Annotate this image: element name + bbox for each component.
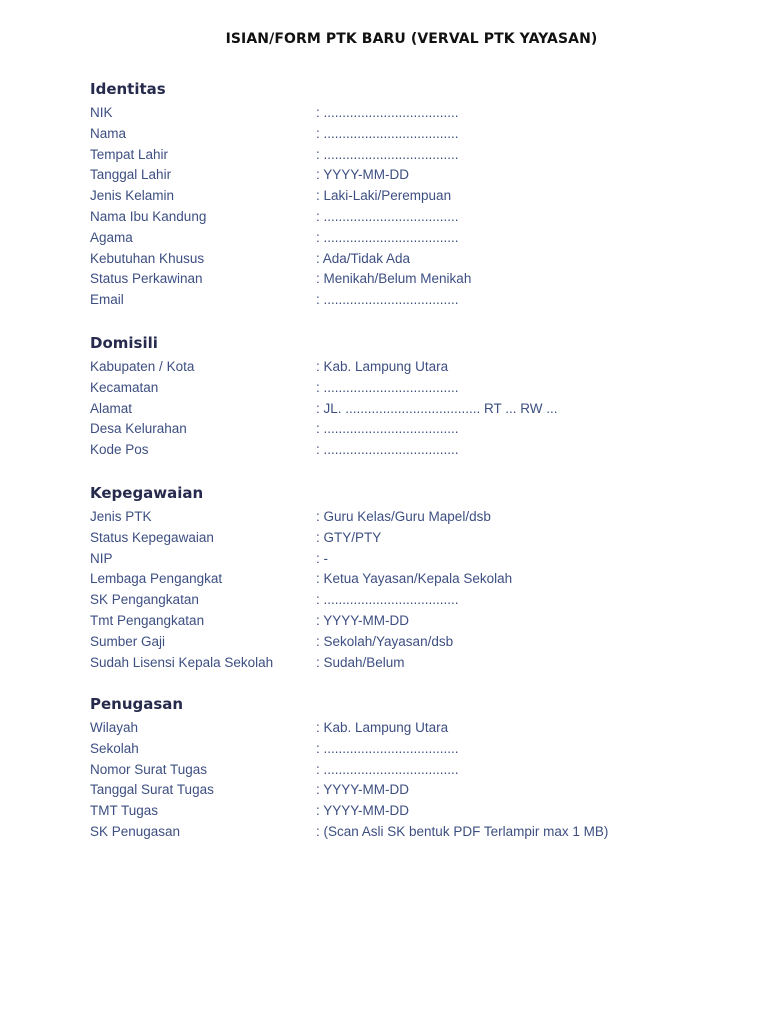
form-field-row: [90, 399, 730, 420]
field-label: TMT Tugas: [90, 803, 159, 819]
field-label: Tanggal Surat Tugas: [90, 782, 214, 798]
field-value: : Guru Kelas/Guru Mapel/dsb: [316, 509, 491, 524]
form-field-row: [90, 103, 730, 124]
form-field-row: [90, 165, 730, 186]
field-value: : ....................................: [316, 761, 459, 777]
field-label: Wilayah: [90, 720, 139, 735]
field-value: : ....................................: [316, 146, 459, 162]
section-penugasan: [90, 694, 730, 843]
field-label: Jenis PTK: [90, 509, 152, 524]
section-heading: Identitas: [90, 80, 166, 98]
section-kepegawaian: [90, 483, 730, 673]
field-value: : GTY/PTY: [316, 529, 382, 545]
field-label: Desa Kelurahan: [90, 421, 187, 437]
field-label: Kabupaten / Kota: [90, 359, 195, 374]
form-field-row: [90, 207, 730, 228]
form-field-row: [90, 249, 730, 270]
section-fields: [90, 103, 730, 311]
field-value: : ....................................: [316, 105, 459, 120]
field-label: Kode Pos: [90, 442, 149, 458]
section-identitas: [90, 79, 730, 311]
form-field-row: [90, 186, 730, 207]
field-label: NIK: [90, 105, 113, 120]
field-label: NIP: [90, 550, 113, 566]
section-fields: [90, 507, 730, 673]
form-field-row: [90, 760, 730, 781]
field-label: Jenis Kelamin: [90, 188, 175, 204]
form-field-row: [90, 801, 730, 822]
field-label: Alamat: [90, 400, 133, 416]
field-label: Sudah Lisensi Kepala Sekolah: [90, 654, 274, 670]
form-field-row: [90, 357, 730, 378]
section-domisili: [90, 333, 730, 461]
form-field-row: [90, 440, 730, 461]
form-field-row: [90, 569, 730, 590]
form-field-row: [90, 145, 730, 166]
field-label: Kecamatan: [90, 379, 159, 395]
field-value: : ....................................: [316, 208, 459, 224]
field-label: Nama Ibu Kandung: [90, 208, 207, 224]
field-value: : Sekolah/Yayasan/dsb: [316, 633, 454, 649]
field-label: Tanggal Lahir: [90, 167, 172, 183]
field-label: Nomor Surat Tugas: [90, 761, 208, 777]
form-field-row: [90, 590, 730, 611]
field-label: Sumber Gaji: [90, 633, 166, 649]
field-value: : YYYY-MM-DD: [316, 803, 410, 819]
form-field-row: [90, 632, 730, 653]
section-fields: [90, 357, 730, 461]
field-value: : ....................................: [316, 229, 459, 245]
section-heading: Penugasan: [90, 695, 184, 713]
form-field-row: [90, 528, 730, 549]
form-field-row: [90, 653, 730, 674]
form-field-row: [90, 739, 730, 760]
form-field-row: [90, 611, 730, 632]
field-label: Agama: [90, 229, 133, 245]
section-heading: Domisili: [90, 334, 158, 352]
field-label: Tempat Lahir: [90, 146, 169, 162]
section-fields: [90, 718, 730, 843]
field-label: SK Penugasan: [90, 823, 181, 839]
field-value: : (Scan Asli SK bentuk PDF Terlampir max 1 MB): [316, 823, 609, 839]
field-value: : YYYY-MM-DD: [316, 167, 410, 183]
field-value: : Sudah/Belum: [316, 654, 405, 670]
field-value: : ....................................: [316, 740, 459, 756]
field-value: : Menikah/Belum Menikah: [316, 271, 472, 287]
field-value: : Laki-Laki/Perempuan: [316, 188, 452, 204]
field-label: Email: [90, 292, 124, 308]
field-value: : ....................................: [316, 379, 459, 395]
field-label: Tmt Pengangkatan: [90, 612, 205, 628]
form-field-row: [90, 718, 730, 739]
form-field-row: [90, 269, 730, 290]
form-field-row: [90, 419, 730, 440]
field-value: : Kab. Lampung Utara: [316, 359, 449, 374]
field-label: Kebutuhan Khusus: [90, 250, 205, 266]
field-label: SK Pengangkatan: [90, 592, 199, 608]
form-field-row: [90, 507, 730, 528]
form-field-row: [90, 228, 730, 249]
form-field-row: [90, 378, 730, 399]
field-label: Sekolah: [90, 740, 139, 756]
form-field-row: [90, 290, 730, 311]
field-label: Nama: [90, 125, 127, 141]
field-value: : ....................................: [316, 125, 459, 141]
field-value: : Ketua Yayasan/Kepala Sekolah: [316, 571, 513, 587]
field-label: Status Perkawinan: [90, 271, 203, 287]
field-value: : Ada/Tidak Ada: [316, 250, 411, 266]
field-value: : JL. .................................... RT ... RW ...: [316, 400, 558, 416]
field-value: : ....................................: [316, 592, 459, 608]
field-label: Status Kepegawaian: [90, 529, 214, 545]
document-title: ISIAN/FORM PTK BARU (VERVAL PTK YAYASAN): [225, 31, 598, 47]
field-value: : Kab. Lampung Utara: [316, 720, 449, 735]
field-value: : ....................................: [316, 292, 459, 308]
form-field-row: [90, 549, 730, 570]
field-label: Lembaga Pengangkat: [90, 571, 223, 587]
section-heading: Kepegawaian: [90, 484, 204, 502]
form-field-row: [90, 780, 730, 801]
field-value: : YYYY-MM-DD: [316, 612, 410, 628]
form-field-row: [90, 822, 730, 843]
field-value: : ....................................: [316, 421, 459, 437]
field-value: : -: [316, 550, 328, 566]
field-value: : YYYY-MM-DD: [316, 782, 410, 798]
form-field-row: [90, 124, 730, 145]
field-value: : ....................................: [316, 442, 459, 458]
